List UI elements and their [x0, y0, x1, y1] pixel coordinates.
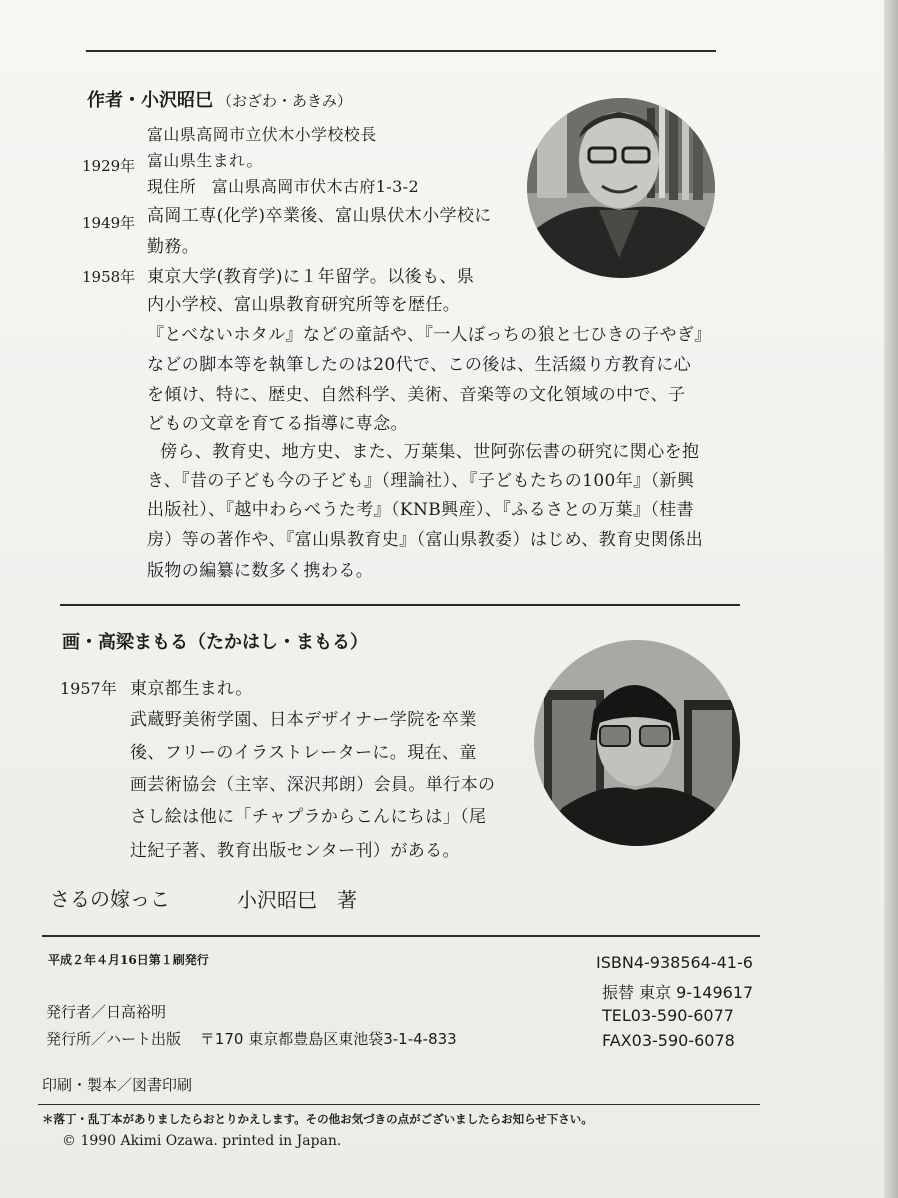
illustrator-bio-line-4: さし絵は他に「チャプラからこんにちは」（尾	[130, 807, 487, 827]
author-born-text: 富山県生まれ。	[147, 151, 263, 170]
page-edge	[884, 0, 898, 1198]
publish-date: 平成２年４月16日第１刷発行	[48, 953, 209, 967]
telephone: TEL03-590-6077	[602, 1006, 734, 1025]
author-name: 作者・小沢昭巳	[87, 90, 213, 111]
illustrator-bio-line-5: 辻紀子著、教育出版センター刊）がある。	[130, 841, 460, 861]
author-address-value: 富山県高岡市伏木古府1-3-2	[211, 177, 420, 196]
fax: FAX03-590-6078	[602, 1031, 735, 1050]
top-rule	[86, 50, 716, 52]
author-bio-line-2: などの脚本等を執筆したのは20代で、この後は、生活綴り方教育に心	[147, 355, 692, 375]
isbn: ISBN4-938564-41-6	[596, 953, 753, 972]
illustrator-bio-line-1: 武蔵野美術学園、日本デザイナー学院を卒業	[130, 710, 477, 730]
author-heading	[87, 86, 352, 112]
illustrator-photo	[534, 640, 740, 846]
colophon-rule-bottom	[38, 1104, 760, 1105]
author-bio-line-7: 出版社）、『越中わらべうた考』（KNB興産）、『ふるさとの万葉』（桂書	[147, 500, 695, 520]
publisher-name-address	[46, 1028, 457, 1049]
author-bio-line-8: 房）等の著作や、『富山県教育史』（富山県教委）はじめ、教育史関係出	[147, 530, 704, 550]
illustrator-born-text: 東京都生まれ。	[130, 679, 253, 699]
author-address-label: 現住所	[147, 177, 197, 196]
book-author-credit: 小沢昭巳 著	[237, 888, 357, 912]
illustrator-portrait-image	[534, 640, 740, 846]
author-1958-year: 1958年	[82, 268, 136, 286]
author-1958-text-a: 東京大学(教育学)に１年留学。以後も、県	[147, 267, 475, 287]
illustrator-bio-line-3: 画芸術協会（主宰、深沢邦朗）会員。単行本の	[130, 775, 496, 795]
printing-credit: 印刷・製本／図書印刷	[42, 1076, 193, 1094]
illustrator-heading: 画・高梁まもる（たかはし・まもる）	[62, 632, 368, 653]
publisher-name: 発行所／ハート出版	[46, 1030, 182, 1048]
author-1949-text-a: 高岡工専(化学)卒業後、富山県伏木小学校に	[147, 206, 492, 226]
author-1958-text-b: 内小学校、富山県教育研究所等を歴任。	[147, 295, 461, 315]
author-born-year: 1929年	[82, 157, 136, 175]
author-position: 富山県高岡市立伏木小学校校長	[147, 125, 377, 144]
postal-transfer: 振替 東京 9-149617	[602, 983, 754, 1002]
publisher-person: 発行者／日高裕明	[46, 1003, 167, 1021]
copyright: ©︎ 1990 Akimi Ozawa. printed in Japan.	[62, 1133, 342, 1149]
illustrator-bio-line-2: 後、フリーのイラストレーターに。現在、童	[130, 743, 477, 763]
illustrator-born-year: 1957年	[60, 679, 117, 698]
author-portrait-image	[527, 98, 715, 278]
author-bio-line-9: 版物の編纂に数多く携わる。	[147, 561, 374, 581]
author-bio-line-5: 傍ら、教育史、地方史、また、万葉集、世阿弥伝書の研究に関心を抱	[160, 442, 700, 462]
author-1949-year: 1949年	[82, 214, 136, 232]
author-bio-line-6: き、『昔の子ども今の子ども』（理論社）、『子どもたちの100年』（新興	[147, 471, 695, 491]
defect-notice: ＊落丁・乱丁本がありましたらおとりかえします。その他お気づきの点がございましたらお知らせ下さい。	[42, 1112, 593, 1126]
middle-rule	[60, 604, 740, 606]
author-1949-text-b: 勤務。	[147, 237, 200, 257]
author-bio-line-1: 『とべないホタル』などの童話や、『一人ぼっちの狼と七ひきの子やぎ』	[147, 325, 712, 345]
author-bio-line-3: を傾け、特に、歴史、自然科学、美術、音楽等の文化領域の中で、子	[147, 385, 686, 405]
author-address	[147, 174, 419, 197]
publisher-address: 〒170 東京都豊島区東池袋3-1-4-833	[199, 1030, 457, 1048]
colophon-rule-top	[42, 935, 760, 937]
author-bio-line-4: どもの文章を育てる指導に専念。	[147, 414, 408, 434]
book-title: さるの嫁っこ	[50, 887, 170, 911]
author-reading: （おざわ・あきみ）	[217, 92, 353, 110]
author-photo	[527, 98, 715, 278]
